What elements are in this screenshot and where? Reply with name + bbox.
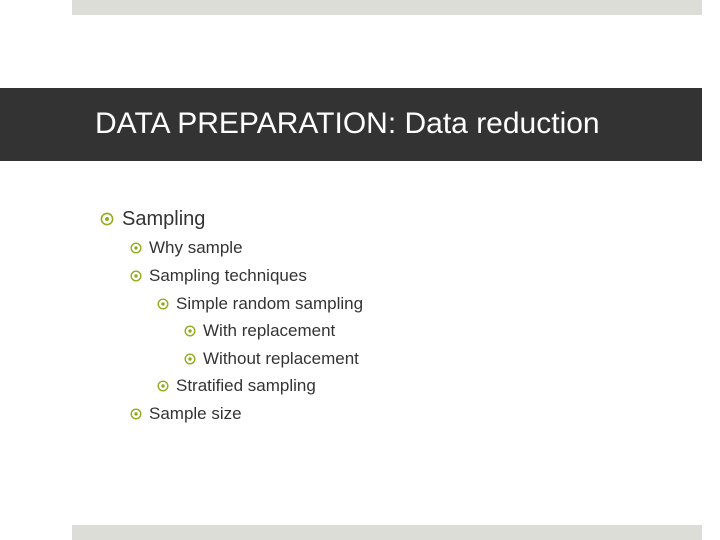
- target-bullet-icon: [184, 325, 196, 337]
- target-bullet-icon: [100, 212, 114, 226]
- bullet-item-why-sample: [149, 238, 243, 258]
- bullet-item-sampling-techniques: [149, 266, 307, 286]
- slide-title: DATA PREPARATION: Data reduction: [95, 107, 600, 140]
- target-bullet-icon: [130, 270, 142, 282]
- target-bullet-icon: [130, 408, 142, 420]
- target-bullet-icon: [157, 380, 169, 392]
- bullet-item-simple-random-sampling: [176, 294, 363, 314]
- top-decorative-bar: [72, 0, 702, 15]
- bullet-text: Sampling: [122, 208, 206, 230]
- bottom-decorative-bar: [72, 525, 702, 540]
- bullet-item-sampling: [122, 207, 205, 231]
- target-bullet-icon: [130, 242, 142, 254]
- bullet-text: Sampling techniques: [149, 266, 307, 285]
- bullet-text: Without replacement: [203, 349, 359, 368]
- bullet-text: With replacement: [203, 321, 336, 340]
- bullet-item-without-replacement: [203, 349, 359, 369]
- bullet-text: Simple random sampling: [176, 294, 364, 313]
- bullet-item-stratified-sampling: [176, 376, 316, 396]
- target-bullet-icon: [184, 353, 196, 365]
- bullet-text: Stratified sampling: [176, 376, 316, 395]
- bullet-text: Why sample: [149, 238, 243, 257]
- bullet-text: Sample size: [149, 404, 242, 423]
- bullet-item-with-replacement: [203, 321, 335, 341]
- bullet-item-sample-size: [149, 404, 242, 424]
- target-bullet-icon: [157, 298, 169, 310]
